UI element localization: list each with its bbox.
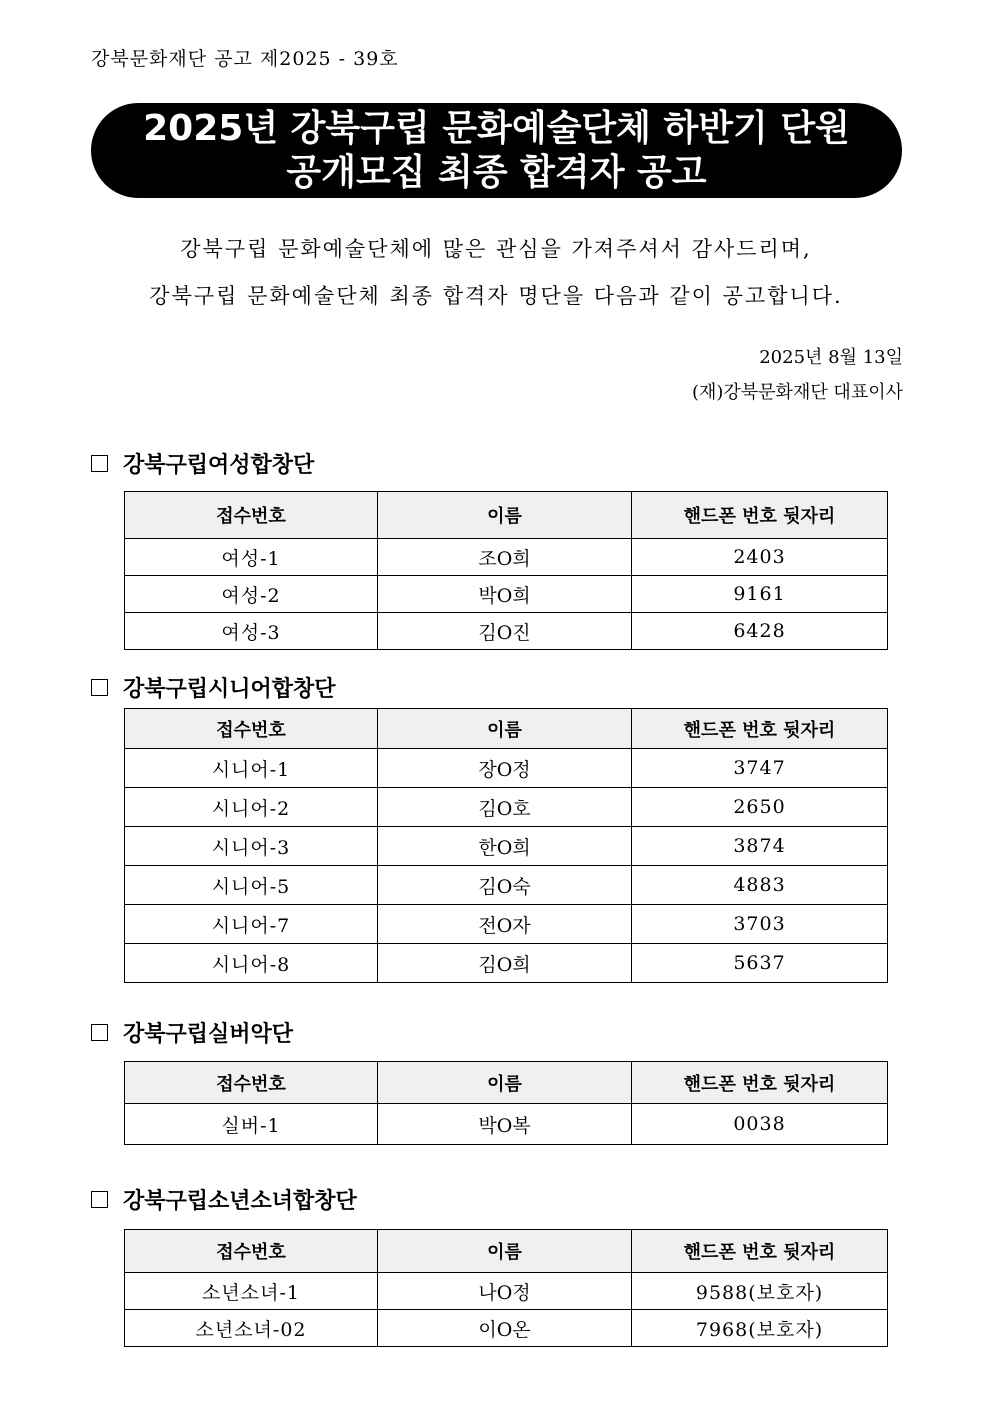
- cell: 김O희: [378, 944, 632, 983]
- table-row: [125, 788, 888, 827]
- section-title: 강북구립실버악단: [123, 1022, 294, 1047]
- cell: 시니어-7: [125, 905, 378, 944]
- cell: 김O숙: [378, 866, 632, 905]
- cell: 7968(보호자): [632, 1310, 888, 1347]
- cell: 9588(보호자): [632, 1273, 888, 1310]
- table-row: [125, 1104, 888, 1145]
- cell: 김O호: [378, 788, 632, 827]
- cell: 시니어-1: [125, 749, 378, 788]
- title-line-1: 2025년 강북구립 문화예술단체 하반기 단원: [143, 108, 850, 149]
- column-header: 접수번호: [125, 709, 378, 749]
- column-header: 핸드폰 번호 뒷자리: [632, 709, 888, 749]
- checkbox-icon: [91, 455, 108, 472]
- cell: 실버-1: [125, 1104, 378, 1145]
- cell: 2403: [632, 539, 888, 576]
- cell: 조O희: [378, 539, 632, 576]
- cell: 여성-3: [125, 613, 378, 650]
- table-row: [125, 1310, 888, 1347]
- table-row: [125, 905, 888, 944]
- cell: 3874: [632, 827, 888, 866]
- table-header-row: [125, 1062, 888, 1104]
- table-header-row: [125, 492, 888, 539]
- column-header: 이름: [378, 1230, 632, 1273]
- section-title: 강북구립시니어합창단: [123, 677, 336, 702]
- cell: 박O복: [378, 1104, 632, 1145]
- cell: 시니어-8: [125, 944, 378, 983]
- table-row: [125, 576, 888, 613]
- section-heading: [91, 1017, 293, 1048]
- cell: 시니어-5: [125, 866, 378, 905]
- column-header: 핸드폰 번호 뒷자리: [632, 1062, 888, 1104]
- cell: 한O희: [378, 827, 632, 866]
- cell: 여성-1: [125, 539, 378, 576]
- cell: 5637: [632, 944, 888, 983]
- column-header: 이름: [378, 709, 632, 749]
- cell: 0038: [632, 1104, 888, 1145]
- notice-date: 2025년 8월 13일: [759, 347, 903, 368]
- title-banner: [91, 103, 902, 198]
- cell: 6428: [632, 613, 888, 650]
- notice-number: 강북문화재단 공고 제2025 - 39호: [91, 48, 399, 70]
- cell: 여성-2: [125, 576, 378, 613]
- cell: 소년소녀-1: [125, 1273, 378, 1310]
- column-header: 접수번호: [125, 1062, 378, 1104]
- cell: 3703: [632, 905, 888, 944]
- section-heading: [91, 1184, 357, 1215]
- table-row: [125, 827, 888, 866]
- checkbox-icon: [91, 1191, 108, 1208]
- checkbox-icon: [91, 679, 108, 696]
- cell: 시니어-3: [125, 827, 378, 866]
- cell: 이O온: [378, 1310, 632, 1347]
- section-title: 강북구립여성합창단: [123, 453, 315, 478]
- table-row: [125, 749, 888, 788]
- cell: 박O희: [378, 576, 632, 613]
- table-row: [125, 1273, 888, 1310]
- intro-line-2: 강북구립 문화예술단체 최종 합격자 명단을 다음과 같이 공고합니다.: [149, 284, 843, 308]
- results-table: [124, 491, 888, 650]
- results-table: [124, 1229, 888, 1347]
- cell: 나O정: [378, 1273, 632, 1310]
- section-title: 강북구립소년소녀합창단: [123, 1189, 357, 1214]
- cell: 장O정: [378, 749, 632, 788]
- column-header: 접수번호: [125, 1230, 378, 1273]
- results-table: [124, 708, 888, 983]
- table-header-row: [125, 709, 888, 749]
- table-row: [125, 539, 888, 576]
- table-row: [125, 613, 888, 650]
- table-header-row: [125, 1230, 888, 1273]
- table-row: [125, 944, 888, 983]
- issuer: (재)강북문화재단 대표이사: [691, 382, 903, 403]
- cell: 전O자: [378, 905, 632, 944]
- cell: 2650: [632, 788, 888, 827]
- cell: 4883: [632, 866, 888, 905]
- cell: 김O진: [378, 613, 632, 650]
- section-heading: [91, 448, 314, 479]
- intro-line-1: 강북구립 문화예술단체에 많은 관심을 가져주셔서 감사드리며,: [180, 237, 812, 261]
- cell: 시니어-2: [125, 788, 378, 827]
- title-line-2: 공개모집 최종 합격자 공고: [286, 152, 707, 193]
- checkbox-icon: [91, 1024, 108, 1041]
- cell: 소년소녀-02: [125, 1310, 378, 1347]
- cell: 9161: [632, 576, 888, 613]
- column-header: 이름: [378, 1062, 632, 1104]
- section-heading: [91, 672, 336, 703]
- results-table: [124, 1061, 888, 1145]
- column-header: 접수번호: [125, 492, 378, 539]
- table-row: [125, 866, 888, 905]
- column-header: 핸드폰 번호 뒷자리: [632, 1230, 888, 1273]
- column-header: 핸드폰 번호 뒷자리: [632, 492, 888, 539]
- cell: 3747: [632, 749, 888, 788]
- column-header: 이름: [378, 492, 632, 539]
